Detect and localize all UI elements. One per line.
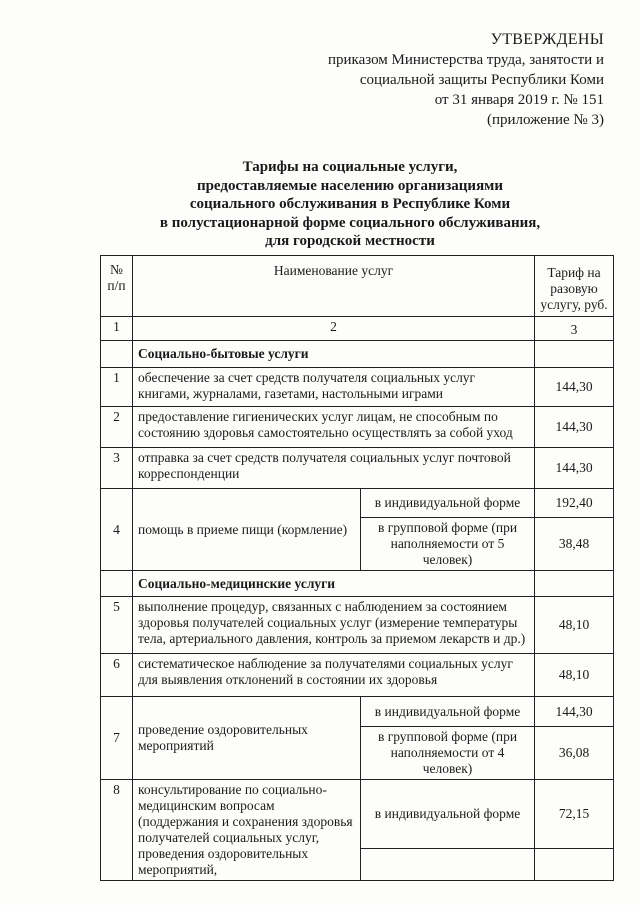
service-name: систематическое наблюдение за получателями социальных услуг для выявления отклонений в состоянии их здоровья <box>133 654 535 697</box>
service-price: 144,30 <box>535 407 614 448</box>
title-line: предоставляемые населению организациями <box>196 177 504 194</box>
header-tariff: Тариф на разовую услугу, руб. <box>535 256 614 317</box>
table-row <box>101 697 614 727</box>
title-line: Тарифы на социальные услуги, <box>242 159 458 175</box>
title-line: для городской местности <box>265 233 435 249</box>
service-price: 144,30 <box>535 368 614 407</box>
col-number: 2 <box>133 317 535 341</box>
section-row <box>101 341 614 368</box>
section-title: Социально-бытовые услуги <box>133 341 535 368</box>
row-number: 2 <box>101 407 133 448</box>
form-individual: в индивидуальной форме <box>361 489 535 518</box>
approval-line: от 31 января 2019 г. № 151 <box>434 92 604 108</box>
service-price: 192,40 <box>535 489 614 518</box>
table-row <box>101 780 614 849</box>
header-num: № п/п <box>101 256 133 317</box>
column-number-row <box>101 317 614 341</box>
service-name: отправка за счет средств получателя социальных услуг почтовой корреспонденции <box>133 448 535 489</box>
service-price: 48,10 <box>535 597 614 654</box>
table-row <box>101 368 614 407</box>
row-number: 1 <box>101 368 133 407</box>
table-row <box>101 407 614 448</box>
col-number: 3 <box>535 317 614 341</box>
service-price: 36,08 <box>535 727 614 780</box>
row-number: 8 <box>101 780 133 881</box>
approval-line: социальной защиты Республики Коми <box>359 72 604 88</box>
section-title: Социально-медицинские услуги <box>133 571 535 597</box>
service-price: 48,10 <box>535 654 614 697</box>
table-row <box>101 489 614 518</box>
approval-line: приказом Министерства труда, занятости и <box>327 52 604 68</box>
header-row <box>101 256 614 317</box>
col-number: 1 <box>101 317 133 341</box>
table-row <box>101 597 614 654</box>
service-name: предоставление гигиенических услуг лицам, не способным по состоянию здоровья самостоятельно осуществлять за собой уход <box>133 407 535 448</box>
service-price: 144,30 <box>535 697 614 727</box>
row-number: 6 <box>101 654 133 697</box>
approval-line: (приложение № 3) <box>486 112 604 128</box>
row-number: 7 <box>101 697 133 780</box>
header-name: Наименование услуг <box>133 256 535 317</box>
service-price: 144,30 <box>535 448 614 489</box>
service-price: 38,48 <box>535 518 614 571</box>
form-individual: в индивидуальной форме <box>361 780 535 849</box>
form-group: в групповой форме (при наполняемости от 5 человек) <box>361 518 535 571</box>
title-line: в полустационарной форме социального обслуживания, <box>159 214 541 231</box>
approval-block <box>328 30 604 130</box>
table-row <box>101 654 614 697</box>
form-individual: в индивидуальной форме <box>361 697 535 727</box>
service-name: консультирование по социально-медицинским вопросам (поддержания и сохранения здоровья получателей социальных услуг, проведения оздоровительных мероприятий, <box>133 780 361 881</box>
service-price: 72,15 <box>535 780 614 849</box>
row-number: 3 <box>101 448 133 489</box>
section-row <box>101 571 614 597</box>
service-name: проведение оздоровительных мероприятий <box>133 697 361 780</box>
service-name: обеспечение за счет средств получателя социальных услуг книгами, журналами, газетами, настольными играми <box>133 368 535 407</box>
document-title <box>60 158 640 251</box>
approval-heading: УТВЕРЖДЕНЫ <box>490 31 604 48</box>
row-number: 4 <box>101 489 133 571</box>
service-name: помощь в приеме пищи (кормление) <box>133 489 361 571</box>
tariff-table <box>100 255 614 881</box>
service-name: выполнение процедур, связанных с наблюдением за состоянием здоровья получателей социальных услуг (измерение температуры тела, артериального давления, контроль за приемом лекарств и др.) <box>133 597 535 654</box>
form-group: в групповой форме (при наполняемости от 4 человек) <box>361 727 535 780</box>
table-row <box>101 448 614 489</box>
row-number: 5 <box>101 597 133 654</box>
title-line: социального обслуживания в Республике Коми <box>189 196 511 212</box>
